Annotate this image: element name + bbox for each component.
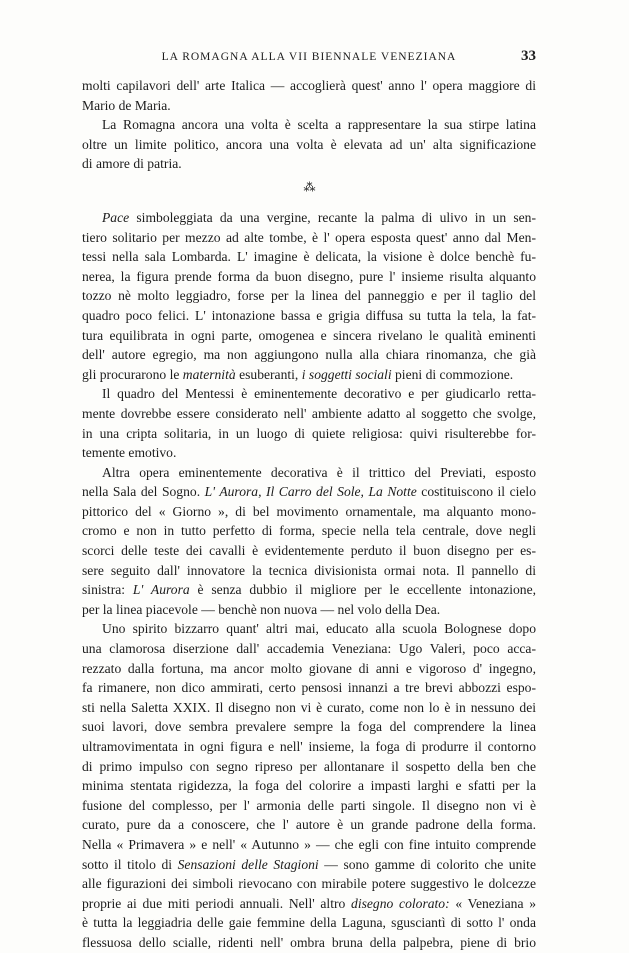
- italic-text: maternità: [182, 366, 236, 382]
- text-line: ultramovimentata in ogni figura e nell' insieme, la foga di produrre il contorno: [82, 739, 536, 754]
- text-line: cromo e non in tutto perfetto di forma, specie nella tela centrale, dove negli: [82, 523, 536, 539]
- text-run: « Veneziana »: [449, 895, 536, 911]
- text-line: rezzato dalla fortuna, ma ancor molto giovane di anni e vigoroso d' ingegno,: [82, 660, 536, 676]
- italic-text: Sensazioni delle Stagioni: [177, 856, 319, 872]
- text-line: suoi lavori, dove sembra prevalere sempre la foga del comprendere la linea: [82, 719, 536, 735]
- text-run: nella Sala del Sogno.: [82, 484, 205, 500]
- text-line: tessi nella sala Lombarda. L' imagine è delicata, la visione è dolce benchè fu-: [82, 249, 536, 265]
- text-line: fa rimanere, non dico ammirati, certo pensosi innanzi a tre brevi abbozzi espo-: [82, 680, 536, 696]
- running-title: LA ROMAGNA ALLA VII BIENNALE VENEZIANA: [161, 51, 457, 63]
- italic-text: disegno colorato:: [351, 895, 450, 911]
- text-line: mente dovrebbe essere considerato nell' ambiente adatto al soggetto che svolge,: [82, 405, 536, 421]
- text-line: Il quadro del Mentessi è eminentemente decorativo e per giudicarlo retta-: [102, 386, 536, 402]
- text-line: pittorico del « Giorno », di bel movimento ornamentale, ma alquanto mono-: [82, 503, 536, 519]
- text-line: La Romagna ancora una volta è scelta a rappresentare la sua stirpe latina: [102, 117, 536, 133]
- text-line: una clamorosa diserzione dall' accademia Veneziana: Ugo Valeri, poco acca-: [82, 641, 536, 657]
- text-line: Altra opera eminentemente decorativa è il trittico del Previati, esposto: [102, 464, 536, 480]
- text-run: sotto il titolo di: [82, 856, 178, 872]
- text-line: curato, pure da a conoscere, che l' autore è un grande padrone della forma.: [82, 817, 536, 833]
- text-line: nerea, la figura prende forma da buon disegno, pure l' insieme risulta alquanto: [82, 268, 536, 284]
- text-run: proprie ai due miti periodi annuali. Nell' altro: [82, 895, 352, 911]
- text-line: Nella « Primavera » e nell' « Autunno » — che egli con fine intuito comprende: [82, 836, 536, 852]
- text-run: — sono gamme di colorito che unite: [318, 856, 536, 872]
- text-line: di primo impulso con segno ripreso per allontanare il sospetto della ben che: [82, 758, 536, 774]
- text-line: è tutta la leggiadria delle gaie femmine della Laguna, sgusciantì di sotto l' onda: [82, 915, 536, 931]
- text-line: sti nella Saletta XXIX. Il disegno non vi è curato, come non lo è in nessuno dei: [82, 699, 536, 715]
- page-number: 33: [521, 48, 536, 64]
- text-line: oltre un limite politico, ancora una volta è elevata ad un' alta significazione: [82, 136, 536, 152]
- text-line: dell' autore egregio, ma non aggiungono nulla alla chiara rinomanza, che già: [82, 347, 536, 363]
- text-run: gli procurarono le: [82, 366, 183, 382]
- page-header: [82, 48, 536, 68]
- text-line: [82, 894, 536, 914]
- text-line: flessuosa dello scialle, ridenti nell' ombra bruna della palpebra, piene di brio: [82, 934, 536, 950]
- text-line: tozzo nè molto leggiadro, forse per la linea del panneggio e per il taglio del: [82, 288, 536, 304]
- text-line: di amore di patria.: [82, 156, 182, 172]
- text-line: molti capilavori dell' arte Italica — accoglierà quest' anno l' opera maggiore di: [82, 78, 536, 93]
- text-run: pieni di commozione.: [391, 366, 514, 382]
- text-run: esuberanti,: [235, 366, 302, 382]
- text-run: simboleggiata da una vergine, recante la palma di ulivo in un sen-: [129, 209, 536, 225]
- text-line: temente emotivo.: [82, 445, 177, 461]
- text-line: tiero solitario per mezzo ad alte tombe, è l' opera esposta quest' anno dal Men-: [82, 229, 536, 245]
- text-line: tura equilibrata in ogni parte, omogenea e sincera rivelano le qualità eminenti: [82, 327, 536, 343]
- text-line: in una cripta solitaria, in un luogo di quiete religiosa: quivi risulterebbe for-: [82, 425, 536, 441]
- text-line: quadro poco felici. L' intonazione bassa e grigia diffusa su tutta la tela, la fat-: [82, 307, 536, 323]
- text-run: è senza dubbio il migliore per le eccellente intonazione,: [189, 582, 537, 598]
- text-line: [82, 208, 536, 228]
- italic-text: L' Aurora: [132, 582, 190, 598]
- text-line: fusione del complesso, per l' armonia delle parti singole. Il disegno non vi è: [82, 797, 536, 813]
- text-line: Uno spirito bizzarro quant' altri mai, educato alla scuola Bolognese dopo: [102, 621, 536, 637]
- text-line: Mario de Maria.: [82, 97, 171, 113]
- italic-text: i soggetti sociali: [301, 366, 392, 382]
- text-line: [82, 365, 536, 385]
- text-line: per la linea piacevole — benchè non nuova — nel volo della Dea.: [82, 601, 441, 617]
- text-line: minima stentata rigidezza, la foga del colorire a impasti larghi e sfatti per la: [82, 778, 536, 794]
- text-line: alle figurazioni dei simboli rievocano con mirabile potere suggestivo le dolcezze: [82, 876, 536, 892]
- body-text: [82, 76, 536, 953]
- section-ornament: ⁂: [303, 179, 315, 194]
- italic-text: L' Aurora, Il Carro del Sole, La Notte: [204, 484, 417, 500]
- text-run: sinistra:: [82, 582, 133, 598]
- text-line: [82, 855, 536, 875]
- text-run: costituiscono il cielo: [416, 484, 537, 500]
- italic-text: Pace: [102, 209, 130, 225]
- text-line: [82, 580, 536, 600]
- text-line: scorci delle teste dei cavalli è evidentemente perduto il buon disegno per es-: [82, 543, 536, 559]
- text-line: sere seguito dall' innovatore la tecnica divisionista ormai nota. Il pannello di: [82, 562, 536, 578]
- text-line: [82, 482, 536, 502]
